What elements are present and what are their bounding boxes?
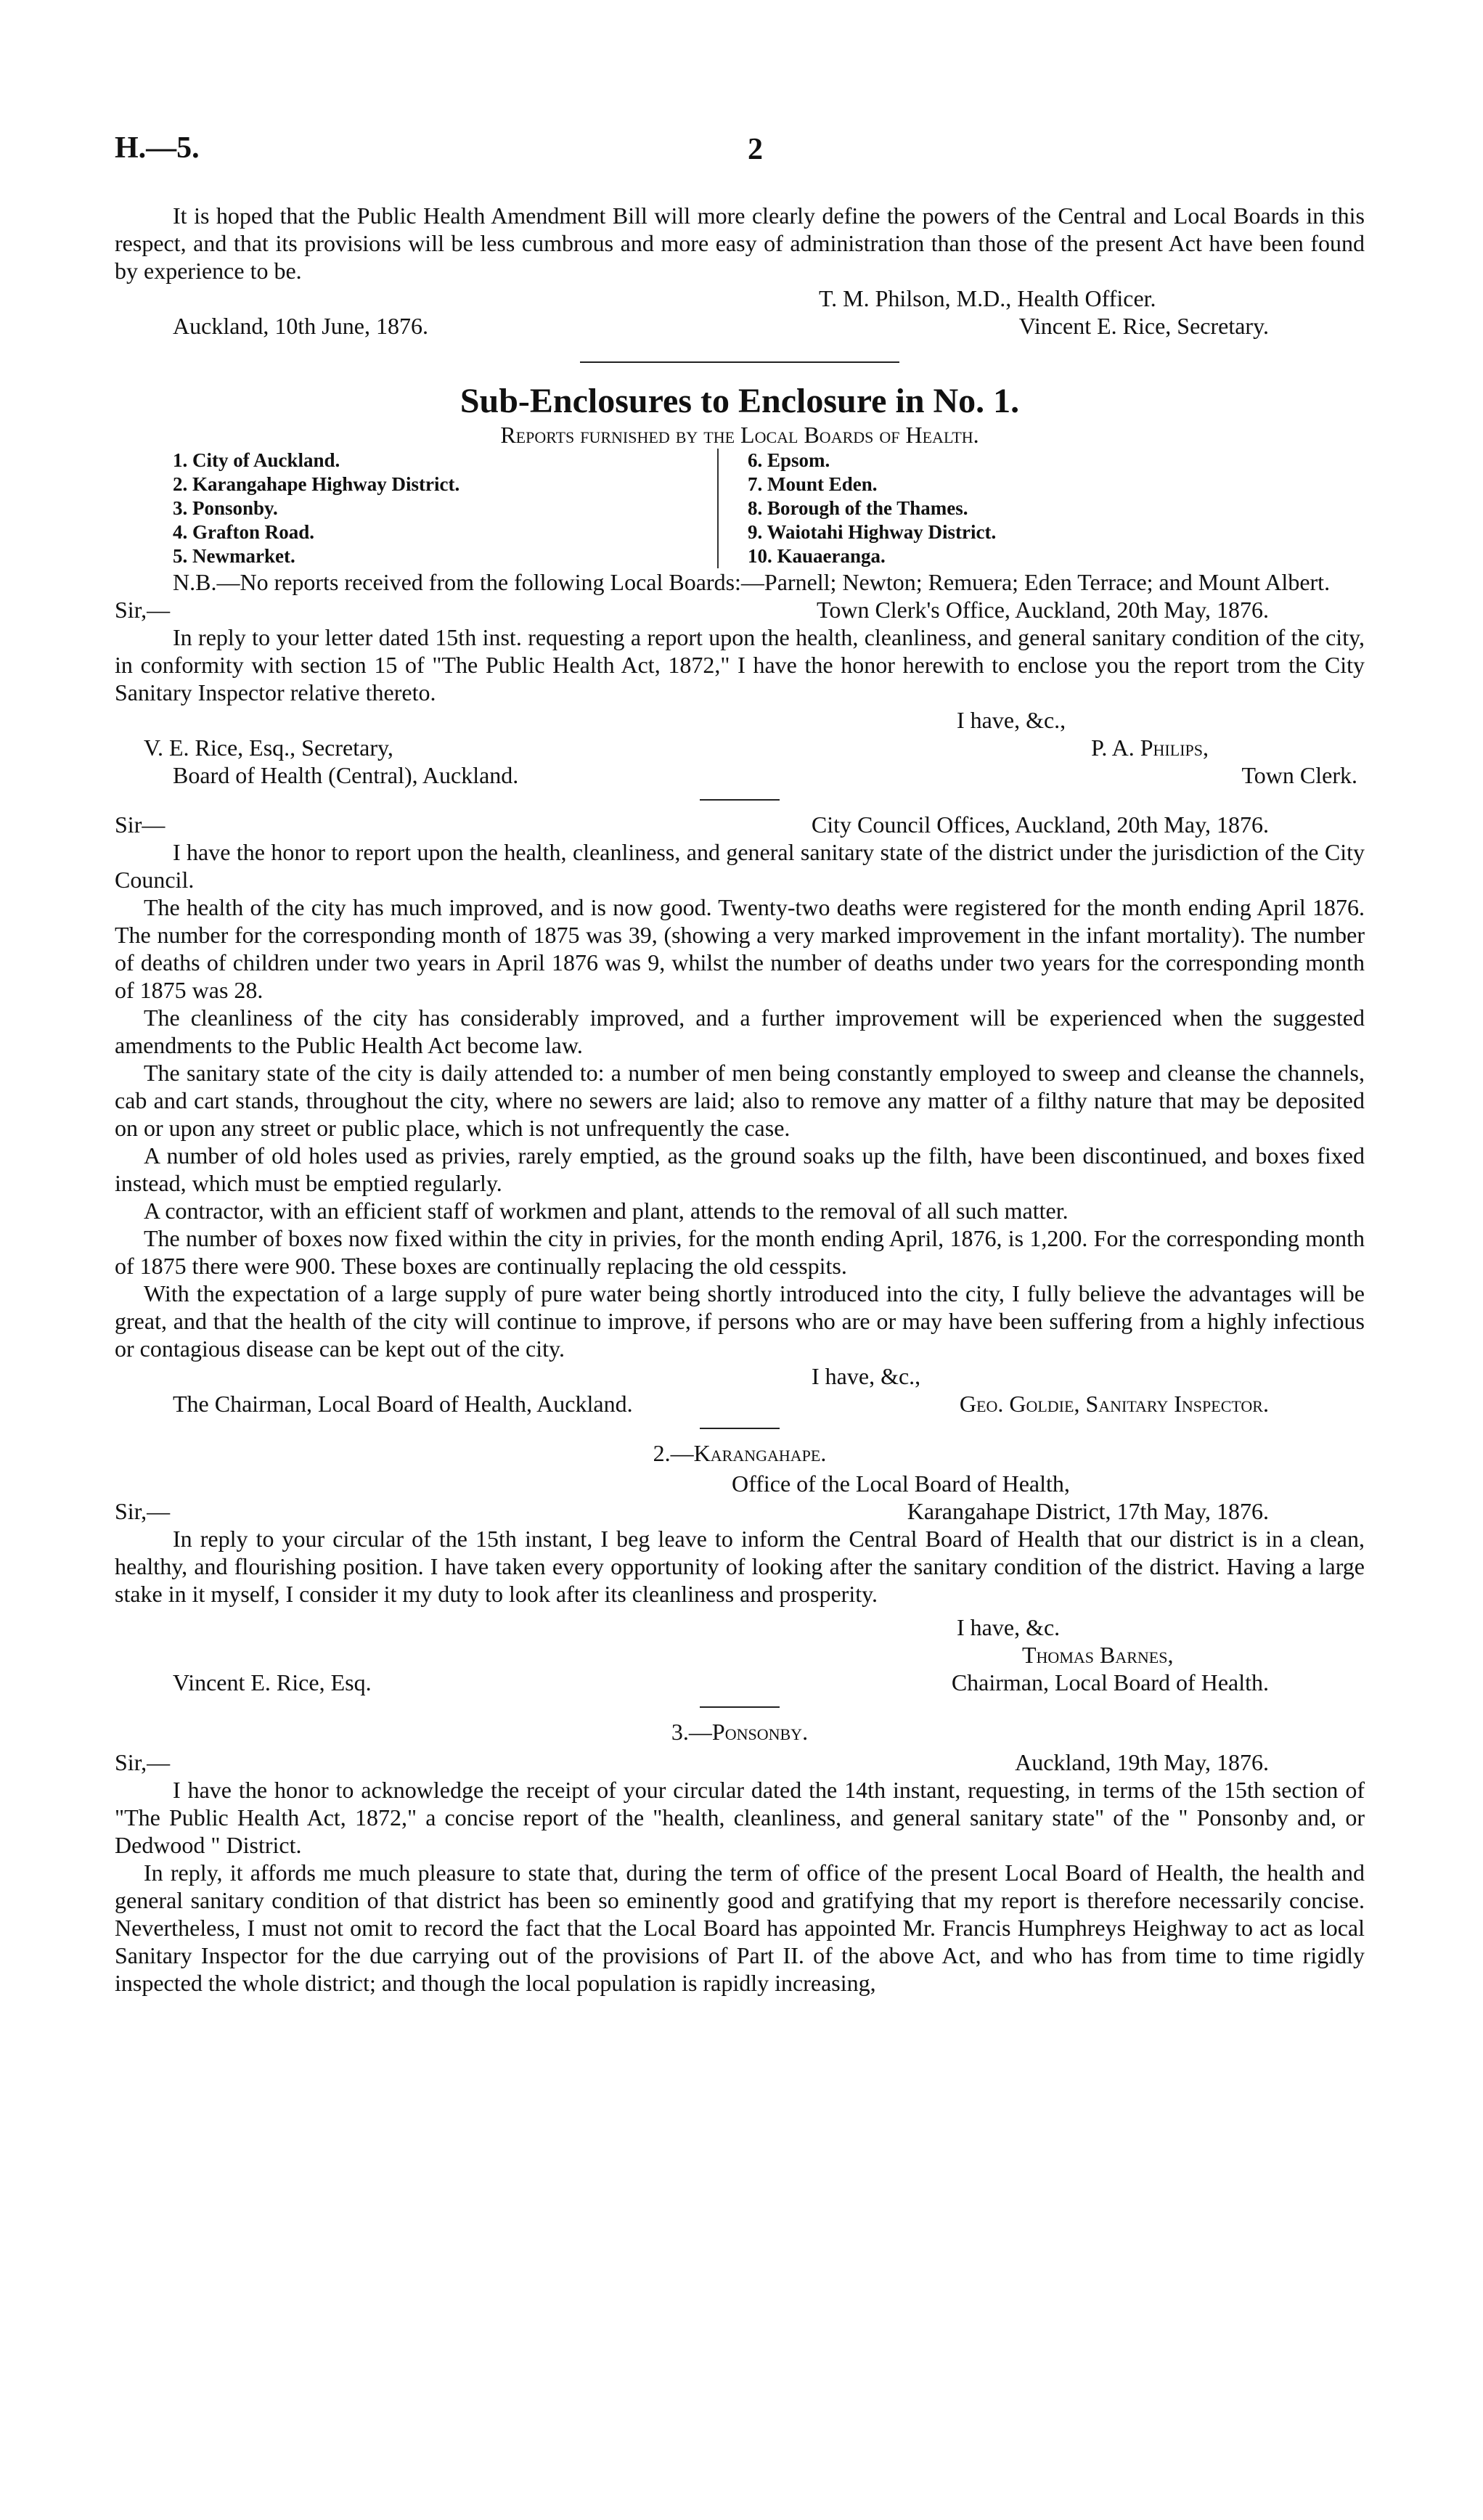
letter2-paragraph: The health of the city has much improved, and is now good. Twenty-two deaths were registered for the month ending April 1876. The number for the corresponding month of 1875 was 39, (showing a very marked improvement in the infant mortality). The number of deaths of children under two years in April 1876 was 9, whilst the number of deaths under two years for the corresponding month of 1875 was 28.: [115, 894, 1365, 1003]
letter4-paragraph: In reply, it affords me much pleasure to state that, during the term of office of the present Local Board of Health, the health and general sanitary condition of that district has been so eminently good and gratifying that my report is therefore necessarily concise. Nevertheless, I must not omit to record the fact that the Local Board has appointed Mr. Francis Humphreys Heighway to act as local Sanitary Inspector for the due carrying out of the provisions of Part II. of the above Act, and who has from time to time rigidly inspected the whole district; and though the local population is rapidly increasing,: [115, 1860, 1365, 1996]
letter2-paragraph: A contractor, with an efficient staff of workmen and plant, attends to the removal of all such matter.: [144, 1198, 1069, 1224]
letter1-signature: P. A. Philips,: [1091, 735, 1209, 761]
page-number: 2: [748, 133, 763, 166]
page-content: [115, 202, 1365, 1997]
intro-signature-secretary: Vincent E. Rice, Secretary.: [1018, 313, 1269, 339]
subenclosures-title: Sub-Enclosures to Enclosure in No. 1.: [459, 382, 1020, 420]
letter-divider: [700, 1428, 780, 1429]
letter3-footer: [115, 1669, 1365, 1696]
list-item: 6. Epsom.: [748, 449, 830, 471]
letter1-dateline: Town Clerk's Office, Auckland, 20th May, 1876.: [817, 597, 1269, 623]
letter3-closing: I have, &c.: [957, 1614, 1061, 1640]
letter1-body: In reply to your letter dated 15th inst. requesting a report upon the health, cleanliness, and general sanitary condition of the city, in conformity with section 15 of "The Public Health Act, 1872," I have the honor herewith to enclose you the report trom the City Sanitary Inspector relative thereto.: [115, 624, 1365, 705]
list-item: 8. Borough of the Thames.: [748, 497, 968, 519]
letter4-dateline: Auckland, 19th May, 1876.: [1015, 1749, 1269, 1775]
list-item: 5. Newmarket.: [173, 545, 295, 567]
letter4-salutation: Sir,—: [115, 1749, 171, 1775]
letter2-paragraph: The sanitary state of the city is daily attended to: a number of men being constantly employed to sweep and cleanse the channels, cab and cart stands, throughout the city, where no sewers are laid; also to remove any matter of a filthy nature that may be deposited on or upon any street or public place, which is not unfrequently the case.: [115, 1060, 1365, 1141]
intro-paragraph: It is hoped that the Public Health Amendment Bill will more clearly define the powers of the Central and Local Boards in this respect, and that its provisions will be less cumbrous and more easy of administration than those of the present Act have been found by experience to be.: [115, 202, 1365, 284]
letter1-footer-2: [115, 761, 1365, 789]
letter1-addressee-line2: Board of Health (Central), Auckland.: [173, 762, 519, 788]
letter2-salutation: Sir—: [115, 811, 166, 838]
letter4-paragraph: I have the honor to acknowledge the receipt of your circular dated the 14th instant, requesting, in terms of the 15th section of "The Public Health Act, 1872," a concise report of the "health, cleanliness, and general sanitary state" of the " Ponsonby and, or Dedwood " District.: [115, 1777, 1365, 1858]
boards-list-right: [748, 449, 1365, 568]
list-item: 10. Kauaeranga.: [748, 545, 886, 567]
letter-divider: [700, 1706, 780, 1708]
intro-signature-health-officer: T. M. Philson, M.D., Health Officer.: [819, 285, 1156, 311]
ponsonby-heading: 3.—Ponsonby.: [671, 1719, 809, 1745]
intro-footer: [115, 312, 1365, 340]
letter2-paragraph: The cleanliness of the city has considerably improved, and a further improvement will be experienced when the suggested amendments to the Public Health Act become law.: [115, 1005, 1365, 1058]
boards-list-left: [173, 449, 719, 568]
letter3-dateline2: Karangahape District, 17th May, 1876.: [907, 1498, 1269, 1524]
section-divider: [580, 361, 899, 363]
letter3-addressee: Vincent E. Rice, Esq.: [173, 1669, 372, 1695]
letter2-dateline: City Council Offices, Auckland, 20th May, 1876.: [811, 811, 1269, 838]
nb-note: N.B.—No reports received from the following Local Boards:—Parnell; Newton; Remuera; Eden Terrace; and Mount Albert.: [173, 569, 1331, 595]
letter1-footer-1: [115, 734, 1365, 761]
letter1-header: [115, 596, 1365, 623]
letter2-paragraph: The number of boxes now fixed within the city in privies, for the month ending April, 1876, is 1,200. For the corresponding month of 1875 there were 900. These boxes are continually replacing the old cesspits.: [115, 1225, 1365, 1279]
letter3-header: [115, 1497, 1365, 1525]
letter-divider: [700, 799, 780, 801]
karangahape-heading: 2.—Karangahape.: [653, 1440, 827, 1466]
letter1-signature-title: Town Clerk.: [1241, 762, 1357, 788]
letter2-signature: Geo. Goldie, Sanitary Inspector.: [959, 1391, 1269, 1417]
letter3-dateline1: Office of the Local Board of Health,: [732, 1470, 1070, 1497]
letter3-body: In reply to your circular of the 15th instant, I beg leave to inform the Central Board of Health that our district is in a clean, healthy, and flourishing position. I have taken every opportunity of looking after the sanitary condition of the district. Having a large stake in it myself, I consider it my duty to look after its cleanliness and prosperity.: [115, 1526, 1365, 1607]
list-item: 7. Mount Eden.: [748, 473, 878, 495]
list-item: 1. City of Auckland.: [173, 449, 340, 471]
letter2-addressee: The Chairman, Local Board of Health, Auckland.: [173, 1391, 633, 1417]
list-item: 9. Waiotahi Highway District.: [748, 521, 997, 543]
boards-list: [173, 449, 1365, 568]
letter3-salutation: Sir,—: [115, 1498, 171, 1524]
list-item: 3. Ponsonby.: [173, 497, 278, 519]
letter1-closing: I have, &c.,: [957, 707, 1066, 733]
subenclosures-subtitle: Reports furnished by the Local Boards of Health.: [500, 422, 979, 448]
letter2-paragraph: With the expectation of a large supply of pure water being shortly introduced into the city, I fully believe the advantages will be great, and that the health of the city will continue to improve, if persons who are or may have been suffering from a highly infectious or contagious disease can be kept out of the city.: [115, 1280, 1365, 1362]
list-item: 4. Grafton Road.: [173, 521, 314, 543]
letter2-header: [115, 811, 1365, 838]
letter2-paragraph: I have the honor to report upon the health, cleanliness, and general sanitary state of the district under the jurisdiction of the City Council.: [115, 839, 1365, 893]
letter1-salutation: Sir,—: [115, 597, 171, 623]
letter3-signature: Thomas Barnes,: [1022, 1642, 1174, 1668]
document-reference: H.—5.: [115, 131, 200, 165]
letter3-signature-title: Chairman, Local Board of Health.: [951, 1669, 1269, 1695]
letter1-addressee: V. E. Rice, Esq., Secretary,: [144, 735, 393, 761]
intro-place-date: Auckland, 10th June, 1876.: [173, 313, 428, 339]
letter2-closing: I have, &c.,: [812, 1363, 921, 1389]
letter4-header: [115, 1748, 1365, 1776]
letter2-footer: [115, 1390, 1365, 1418]
letter2-paragraph: A number of old holes used as privies, rarely emptied, as the ground soaks up the filth, have been discontinued, and boxes fixed instead, which must be emptied regularly.: [115, 1142, 1365, 1196]
list-item: 2. Karangahape Highway District.: [173, 473, 460, 495]
